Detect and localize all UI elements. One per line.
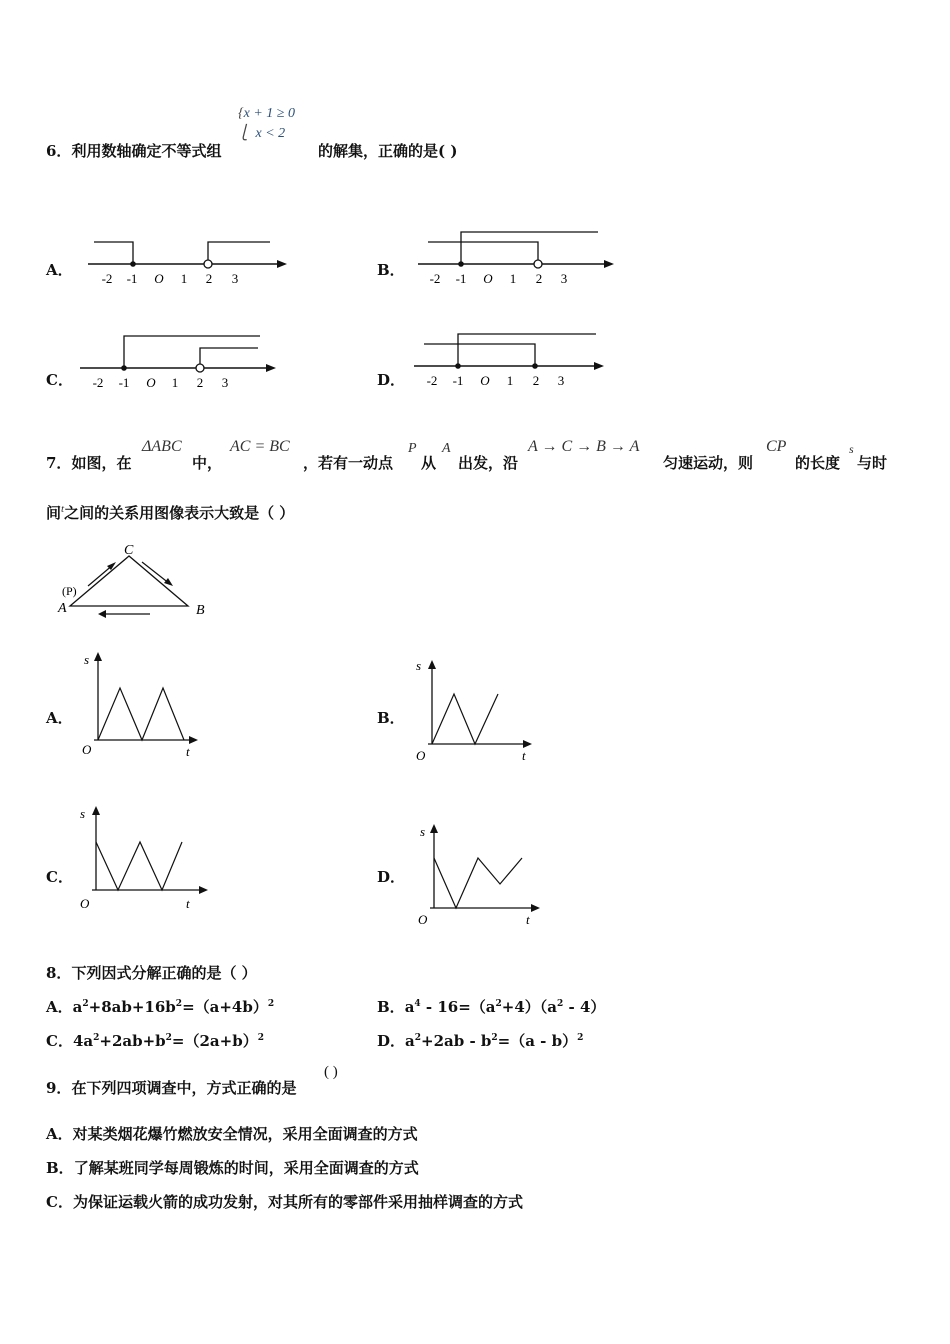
triangle-figure xyxy=(56,538,216,624)
label-a: A xyxy=(58,601,67,616)
tick-label: -1 xyxy=(118,375,130,390)
tick-label: O xyxy=(146,375,156,390)
q6-option-c-label: C． xyxy=(46,371,73,389)
math-t: t xyxy=(61,503,65,515)
math-path: A → C → B → A xyxy=(528,438,640,455)
graph-a xyxy=(78,648,213,763)
tick-label: -2 xyxy=(426,373,438,388)
tick-label: 2 xyxy=(196,375,204,390)
q9-option-c: C．为保证运载火箭的成功发射，对其所有的零部件采用抽样调查的方式 xyxy=(46,1193,523,1211)
axis-t: t xyxy=(526,912,530,927)
math-ac-eq-bc: AC = BC xyxy=(230,438,290,455)
number-line-b xyxy=(412,222,622,290)
math-a: A xyxy=(442,441,451,456)
tick-label: 2 xyxy=(535,271,543,286)
system-line-1: x + 1 ≥ 0 xyxy=(243,106,295,121)
tick-label: 1 xyxy=(171,375,179,390)
tick-label: -1 xyxy=(452,373,464,388)
q7-option-c-label: C． xyxy=(46,868,73,886)
tick-label: O xyxy=(154,271,164,286)
question-number: 7． xyxy=(46,454,72,472)
question-number: 9． xyxy=(46,1079,72,1097)
number-line-c xyxy=(74,328,289,398)
origin: O xyxy=(82,742,92,757)
axis-t: t xyxy=(186,744,190,759)
origin: O xyxy=(416,748,426,763)
tick-label: 3 xyxy=(557,373,565,388)
axis-s: s xyxy=(84,652,90,667)
question-9-paren: ( ) xyxy=(324,1064,338,1080)
axis-s: s xyxy=(416,658,422,673)
tick-label: -1 xyxy=(455,271,467,286)
question-number: 6． xyxy=(46,142,72,160)
origin: O xyxy=(418,912,428,927)
question-9-stem: 9．在下列四项调查中，方式正确的是 xyxy=(46,1079,297,1097)
question-6-stem-tail: 的解集，正确的是( ) xyxy=(318,142,458,160)
q6-option-a-label: A． xyxy=(46,261,73,279)
tick-label: 3 xyxy=(221,375,229,390)
q6-option-d-label: D． xyxy=(377,371,406,389)
label-b: B xyxy=(196,603,205,618)
inequality-system: {x + 1 ≥ 0 ⎩ x < 2 xyxy=(238,106,295,141)
q7-option-b-label: B． xyxy=(377,709,405,727)
origin: O xyxy=(80,896,90,911)
graph-c xyxy=(78,800,213,915)
tick-label: 3 xyxy=(560,271,568,286)
question-7-stem-line1: 7．如图，在 xyxy=(46,454,132,472)
q7-option-d-label: D． xyxy=(377,868,406,886)
question-7-stem-line2: 间$^t$之间的关系用图像表示大致是（ ） xyxy=(46,503,295,522)
tick-label: 2 xyxy=(205,271,213,286)
q8-option-d: D．$a^2+2ab - b^2=(a - b)^2$ xyxy=(377,1032,584,1050)
system-line-2: x < 2 xyxy=(255,126,286,141)
tick-label: 2 xyxy=(532,373,540,388)
graph-b xyxy=(412,654,547,766)
q6-option-b-label: B． xyxy=(377,261,405,279)
axis-s: s xyxy=(420,824,426,839)
tick-label: 1 xyxy=(180,271,188,286)
q9-option-b: B．了解某班同学每周锻炼的时间，采用全面调查的方式 xyxy=(46,1159,419,1177)
tick-label: -2 xyxy=(101,271,113,286)
q7-option-a-label: A． xyxy=(46,709,73,727)
q8-option-b: B．$a^4 - 16=(a^2+4)(a^2 - 4)$ xyxy=(377,998,606,1016)
number-line-d xyxy=(408,326,613,396)
math-s: s xyxy=(849,442,854,456)
graph-d xyxy=(412,818,547,930)
tick-label: O xyxy=(480,373,490,388)
math-triangle: ΔABC xyxy=(142,438,182,455)
math-cp: CP xyxy=(766,438,787,455)
axis-t: t xyxy=(522,748,526,763)
axis-t: t xyxy=(186,896,190,911)
tick-label: -2 xyxy=(429,271,441,286)
tick-label: -1 xyxy=(126,271,138,286)
tick-label: O xyxy=(483,271,493,286)
q8-option-a: A．$a^2+8ab+16b^2=(a+4b)^2$ xyxy=(46,998,275,1016)
tick-label: 3 xyxy=(231,271,239,286)
axis-s: s xyxy=(80,806,86,821)
q8-option-c: C．$4a^2+2ab+b^2=(2a+b)^2$ xyxy=(46,1032,264,1050)
label-c: C xyxy=(124,543,134,558)
tick-label: -2 xyxy=(92,375,104,390)
q9-option-a: A．对某类烟花爆竹燃放安全情况，采用全面调查的方式 xyxy=(46,1125,418,1143)
math-p: P xyxy=(408,441,417,456)
number-line-a xyxy=(80,228,295,290)
question-6-stem: 6．利用数轴确定不等式组 xyxy=(46,142,222,160)
label-p: (P) xyxy=(62,584,77,598)
tick-label: 1 xyxy=(506,373,514,388)
tick-label: 1 xyxy=(509,271,517,286)
question-8-stem: 8．下列因式分解正确的是（ ） xyxy=(46,964,257,982)
question-number: 8． xyxy=(46,964,72,982)
